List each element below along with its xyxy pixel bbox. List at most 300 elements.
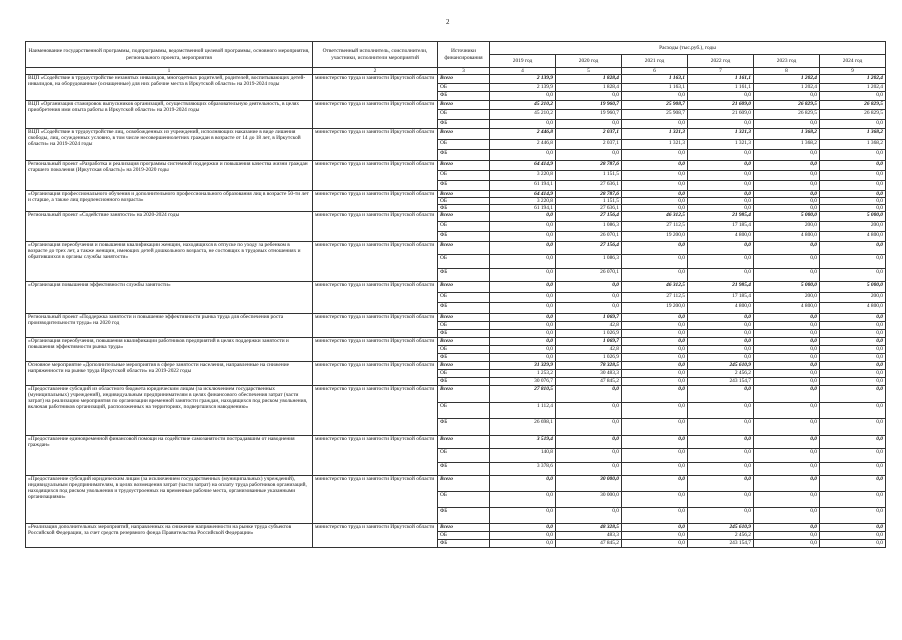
- item-executor: министерство труда и занятости Иркутской области: [313, 190, 438, 211]
- amount-cell: 0,0: [490, 255, 556, 268]
- amount-cell: 0,0: [754, 378, 820, 386]
- table-row: [26, 242, 886, 255]
- amount-cell: 0,0: [688, 492, 754, 508]
- amount-cell: 0,0: [490, 532, 556, 540]
- funding-source: ФБ: [438, 150, 490, 161]
- amount-cell: 200,0: [820, 222, 886, 232]
- amount-cell: 0,0: [820, 268, 886, 281]
- funding-source: Всего: [438, 314, 490, 322]
- amount-cell: 0,0: [688, 508, 754, 524]
- funding-source: ФБ: [438, 268, 490, 281]
- funding-source: ОБ: [438, 139, 490, 150]
- amount-cell: 0,0: [820, 330, 886, 338]
- amount-cell: 1 086,3: [556, 222, 622, 232]
- amount-cell: 245 610,9: [688, 362, 754, 370]
- table-row: [26, 212, 886, 222]
- amount-cell: 0,0: [490, 222, 556, 232]
- amount-cell: 1 828,4: [556, 83, 622, 92]
- amount-cell: 26 829,5: [820, 101, 886, 110]
- amount-cell: 0,0: [754, 170, 820, 180]
- amount-cell: 4 800,0: [820, 232, 886, 242]
- amount-cell: 0,0: [622, 255, 688, 268]
- amount-cell: 27 156,4: [556, 242, 622, 255]
- amount-cell: 0,0: [820, 180, 886, 190]
- amount-cell: 1 368,2: [820, 129, 886, 140]
- amount-cell: 0,0: [754, 180, 820, 190]
- amount-cell: 5 000,0: [820, 212, 886, 222]
- amount-cell: 3 220,8: [490, 170, 556, 180]
- amount-cell: 0,0: [490, 540, 556, 548]
- amount-cell: 0,0: [490, 314, 556, 322]
- amount-cell: 0,0: [754, 205, 820, 212]
- column-number: 5: [556, 68, 622, 75]
- amount-cell: 2 139,9: [490, 75, 556, 84]
- amount-cell: 243 154,7: [688, 378, 754, 386]
- amount-cell: 0,0: [820, 402, 886, 419]
- funding-source: ОБ: [438, 346, 490, 354]
- table-row: [26, 282, 886, 293]
- funding-source: ОБ: [438, 292, 490, 303]
- amount-cell: 0,0: [490, 330, 556, 338]
- funding-source: ФБ: [438, 354, 490, 362]
- amount-cell: 0,0: [556, 303, 622, 314]
- amount-cell: 0,0: [622, 170, 688, 180]
- amount-cell: 19 960,7: [556, 110, 622, 119]
- amount-cell: 0,0: [820, 242, 886, 255]
- amount-cell: 0,0: [688, 346, 754, 354]
- amount-cell: 0,0: [754, 362, 820, 370]
- amount-cell: 0,0: [622, 462, 688, 475]
- amount-cell: 0,0: [556, 419, 622, 436]
- funding-source: ОБ: [438, 222, 490, 232]
- funding-source: ФБ: [438, 330, 490, 338]
- amount-cell: 26 070,1: [556, 232, 622, 242]
- column-number: 1: [26, 68, 313, 75]
- amount-cell: 26 829,5: [754, 110, 820, 119]
- amount-cell: 0,0: [820, 205, 886, 212]
- funding-source: ОБ: [438, 402, 490, 419]
- amount-cell: 0,0: [490, 232, 556, 242]
- column-number: 6: [622, 68, 688, 75]
- amount-cell: 0,0: [688, 242, 754, 255]
- funding-source: ОБ: [438, 492, 490, 508]
- amount-cell: 0,0: [688, 255, 754, 268]
- amount-cell: 0,0: [820, 532, 886, 540]
- amount-cell: 0,0: [754, 322, 820, 330]
- table-row: [26, 129, 886, 140]
- column-number: 9: [820, 68, 886, 75]
- amount-cell: 5 000,0: [820, 282, 886, 293]
- amount-cell: 0,0: [622, 330, 688, 338]
- funding-source: ОБ: [438, 170, 490, 180]
- amount-cell: 64 414,9: [490, 190, 556, 197]
- expenses-table: [25, 41, 886, 548]
- amount-cell: 0,0: [688, 150, 754, 161]
- amount-cell: 61 194,1: [490, 180, 556, 190]
- item-name: «Организация повышения эффективности службы занятости»: [26, 282, 313, 314]
- item-executor: министерство труда и занятости Иркутской области: [313, 242, 438, 282]
- amount-cell: 0,0: [688, 436, 754, 449]
- amount-cell: 0,0: [490, 508, 556, 524]
- amount-cell: 19 200,0: [622, 303, 688, 314]
- funding-source: Всего: [438, 338, 490, 346]
- amount-cell: 200,0: [820, 292, 886, 303]
- amount-cell: 0,0: [820, 419, 886, 436]
- amount-cell: 30 483,3: [556, 370, 622, 378]
- amount-cell: 0,0: [490, 119, 556, 128]
- amount-cell: 0,0: [688, 92, 754, 101]
- amount-cell: 0,0: [622, 492, 688, 508]
- amount-cell: 1 026,9: [556, 330, 622, 338]
- amount-cell: 45 210,2: [490, 110, 556, 119]
- amount-cell: 61 194,1: [490, 205, 556, 212]
- amount-cell: 0,0: [490, 354, 556, 362]
- amount-cell: 0,0: [490, 524, 556, 532]
- funding-source: ФБ: [438, 205, 490, 212]
- table-row: [26, 386, 886, 403]
- amount-cell: 0,0: [688, 462, 754, 475]
- funding-source: ФБ: [438, 508, 490, 524]
- amount-cell: 19 200,0: [622, 232, 688, 242]
- amount-cell: 0,0: [754, 354, 820, 362]
- amount-cell: 0,0: [556, 292, 622, 303]
- amount-cell: 0,0: [820, 150, 886, 161]
- table-row: [26, 101, 886, 110]
- amount-cell: 0,0: [820, 508, 886, 524]
- funding-source: ФБ: [438, 232, 490, 242]
- amount-cell: 0,0: [622, 92, 688, 101]
- amount-cell: 0,0: [820, 314, 886, 322]
- amount-cell: 0,0: [820, 386, 886, 403]
- amount-cell: 0,0: [754, 338, 820, 346]
- amount-cell: 0,0: [820, 119, 886, 128]
- amount-cell: 1 151,5: [556, 198, 622, 205]
- amount-cell: 21 985,4: [688, 282, 754, 293]
- item-name: «Предоставление субсидий юридическим лицам (за исключением государственных (муниципальных) учреждений), индивидуальным предпринимателям, в целях возмещения затрат (части затрат) на оплату труда работников организаций, находящихся под риском увольнения и трудоустроенных на временные рабочие места, организованные указанными организациями»: [26, 476, 313, 524]
- amount-cell: 0,0: [820, 190, 886, 197]
- item-name: «Предоставление единовременной финансовой помощи на содействие самозанятости пострадавшим от наводнения граждан»: [26, 436, 313, 476]
- amount-cell: 45 210,2: [490, 101, 556, 110]
- item-name: «Организация переобучения и повышения квалификации женщин, находящихся в отпуске по уходу за ребенком в возрасте до трех лет, а также женщин, имеющих детей дошкольного возраста, не состоящих в трудовых отношениях и обратившихся в органы службы занятости»: [26, 242, 313, 282]
- table-row: [26, 362, 886, 370]
- amount-cell: 27 810,5: [490, 386, 556, 403]
- header-year: 2022 год: [688, 55, 754, 68]
- amount-cell: 0,0: [490, 292, 556, 303]
- amount-cell: 0,0: [688, 160, 754, 170]
- table-row: [26, 314, 886, 322]
- table-row: [26, 436, 886, 449]
- amount-cell: 0,0: [688, 419, 754, 436]
- amount-cell: 1 069,7: [556, 338, 622, 346]
- amount-cell: 0,0: [490, 282, 556, 293]
- amount-cell: 25 908,7: [622, 101, 688, 110]
- amount-cell: 27 112,5: [622, 292, 688, 303]
- amount-cell: 30 076,7: [490, 378, 556, 386]
- item-name: «Организация профессионального обучения и дополнительного профессионального образования лиц в возрасте 50-ти лет и старше, а также лиц предпенсионного возраста»: [26, 190, 313, 211]
- amount-cell: 4 800,0: [688, 303, 754, 314]
- amount-cell: 0,0: [754, 190, 820, 197]
- amount-cell: 0,0: [490, 476, 556, 492]
- amount-cell: 0,0: [556, 436, 622, 449]
- funding-source: Всего: [438, 282, 490, 293]
- funding-source: Всего: [438, 362, 490, 370]
- amount-cell: 25 908,7: [622, 110, 688, 119]
- amount-cell: 1 202,4: [820, 83, 886, 92]
- funding-source: ФБ: [438, 119, 490, 128]
- item-name: «Предоставление субсидий из областного бюджета юридическим лицам (за исключением государственных (муниципальных) учреждений), индивидуальным предпринимателям в целях финансового обеспечения затрат (части затрат) на реализацию мероприятия по организации временной занятости граждан, находящихся под риском увольнения, включая работников организаций, расположенных на территориях, подвергшихся наводнению»: [26, 386, 313, 436]
- item-executor: министерство труда и занятости Иркутской области: [313, 282, 438, 314]
- amount-cell: 1 026,9: [556, 354, 622, 362]
- item-executor: министерство труда и занятости Иркутской области: [313, 160, 438, 190]
- funding-source: ОБ: [438, 198, 490, 205]
- amount-cell: 0,0: [688, 449, 754, 462]
- funding-source: ФБ: [438, 462, 490, 475]
- amount-cell: 2 456,2: [688, 532, 754, 540]
- amount-cell: 27 636,1: [556, 180, 622, 190]
- amount-cell: 0,0: [820, 540, 886, 548]
- amount-cell: 1 368,2: [754, 129, 820, 140]
- amount-cell: 0,0: [754, 436, 820, 449]
- amount-cell: 28 787,6: [556, 190, 622, 197]
- amount-cell: 0,0: [754, 540, 820, 548]
- amount-cell: 0,0: [820, 524, 886, 532]
- amount-cell: 1 253,2: [490, 370, 556, 378]
- amount-cell: 1 321,3: [688, 139, 754, 150]
- amount-cell: 0,0: [622, 242, 688, 255]
- funding-source: Всего: [438, 129, 490, 140]
- amount-cell: 0,0: [754, 370, 820, 378]
- amount-cell: 0,0: [556, 462, 622, 475]
- amount-cell: 1 202,4: [754, 75, 820, 84]
- amount-cell: 42,8: [556, 322, 622, 330]
- amount-cell: 0,0: [622, 150, 688, 161]
- amount-cell: 0,0: [490, 268, 556, 281]
- item-name: «Организация переобучения, повышения квалификации работников предприятий в целях поддержки занятости и повышения эффективности рынка труда»: [26, 338, 313, 362]
- funding-source: Всего: [438, 212, 490, 222]
- amount-cell: 0,0: [622, 508, 688, 524]
- amount-cell: 3 519,4: [490, 436, 556, 449]
- amount-cell: 0,0: [820, 370, 886, 378]
- item-name: Региональный проект «Разработка и реализация программы системной поддержки и повышения качества жизни граждан старшего поколения (Иркутская область)» на 2019-2020 годы: [26, 160, 313, 190]
- amount-cell: 0,0: [622, 190, 688, 197]
- amount-cell: 0,0: [622, 532, 688, 540]
- amount-cell: 0,0: [622, 436, 688, 449]
- item-executor: министерство труда и занятости Иркутской области: [313, 476, 438, 524]
- amount-cell: 4 800,0: [754, 232, 820, 242]
- amount-cell: 0,0: [754, 492, 820, 508]
- amount-cell: 4 800,0: [820, 303, 886, 314]
- amount-cell: 31 329,9: [490, 362, 556, 370]
- amount-cell: 0,0: [820, 92, 886, 101]
- item-executor: министерство труда и занятости Иркутской области: [313, 338, 438, 362]
- amount-cell: 0,0: [556, 282, 622, 293]
- amount-cell: 0,0: [820, 160, 886, 170]
- amount-cell: 0,0: [490, 338, 556, 346]
- amount-cell: 0,0: [622, 268, 688, 281]
- amount-cell: 2 446,8: [490, 139, 556, 150]
- amount-cell: 0,0: [754, 508, 820, 524]
- amount-cell: 200,0: [754, 222, 820, 232]
- amount-cell: 0,0: [490, 492, 556, 508]
- amount-cell: 0,0: [688, 476, 754, 492]
- amount-cell: 1 163,1: [622, 75, 688, 84]
- amount-cell: 0,0: [688, 190, 754, 197]
- amount-cell: 1 151,5: [556, 170, 622, 180]
- amount-cell: 0,0: [820, 492, 886, 508]
- amount-cell: 140,8: [490, 449, 556, 462]
- amount-cell: 0,0: [820, 338, 886, 346]
- amount-cell: 17 185,4: [688, 292, 754, 303]
- amount-cell: 0,0: [754, 198, 820, 205]
- amount-cell: 21 985,4: [688, 212, 754, 222]
- amount-cell: 0,0: [820, 322, 886, 330]
- amount-cell: 0,0: [820, 170, 886, 180]
- amount-cell: 0,0: [622, 449, 688, 462]
- funding-source: Всего: [438, 524, 490, 532]
- amount-cell: 0,0: [490, 242, 556, 255]
- amount-cell: 0,0: [622, 370, 688, 378]
- table-row: [26, 160, 886, 170]
- amount-cell: 0,0: [754, 150, 820, 161]
- amount-cell: 0,0: [490, 212, 556, 222]
- amount-cell: 21 609,0: [688, 101, 754, 110]
- header-year: 2023 год: [754, 55, 820, 68]
- amount-cell: 0,0: [622, 354, 688, 362]
- item-name: Региональный проект «Поддержка занятости и повышение эффективности рынка труда для обеспечения роста производительности труда» на 2020 год: [26, 314, 313, 338]
- amount-cell: 0,0: [754, 462, 820, 475]
- item-name: Основное мероприятие «Дополнительные мероприятия в сфере занятости населения, направленные на снижение напряженности на рынке труда Иркутской области» на 2019-2022 годы: [26, 362, 313, 386]
- amount-cell: 0,0: [688, 180, 754, 190]
- amount-cell: 1 161,1: [688, 83, 754, 92]
- amount-cell: 19 960,7: [556, 101, 622, 110]
- column-number: 2: [313, 68, 438, 75]
- amount-cell: 0,0: [820, 476, 886, 492]
- amount-cell: 1 368,2: [754, 139, 820, 150]
- amount-cell: 0,0: [688, 338, 754, 346]
- funding-source: Всего: [438, 75, 490, 84]
- table-row: [26, 338, 886, 346]
- amount-cell: 30 000,0: [556, 492, 622, 508]
- amount-cell: 0,0: [688, 314, 754, 322]
- header-name: Наименование государственной программы, подпрограммы, ведомственной целевой программы, основного мероприятия, регионального проекта, мероприятия: [26, 42, 313, 68]
- funding-source: Всего: [438, 242, 490, 255]
- amount-cell: 46 312,5: [622, 282, 688, 293]
- amount-cell: 0,0: [820, 462, 886, 475]
- item-executor: министерство труда и занятости Иркутской области: [313, 314, 438, 338]
- amount-cell: 3 378,6: [490, 462, 556, 475]
- amount-cell: 0,0: [556, 150, 622, 161]
- column-number: 3: [438, 68, 490, 75]
- funding-source: ОБ: [438, 370, 490, 378]
- funding-source: Всего: [438, 101, 490, 110]
- table-row: [26, 524, 886, 532]
- header-year: 2020 год: [556, 55, 622, 68]
- header-expenses: Расходы (тыс.руб.), годы: [490, 42, 886, 55]
- funding-source: ФБ: [438, 180, 490, 190]
- amount-cell: 0,0: [688, 268, 754, 281]
- amount-cell: 46 312,5: [622, 212, 688, 222]
- table-row: [26, 75, 886, 84]
- amount-cell: 0,0: [688, 354, 754, 362]
- header-year: 2019 год: [490, 55, 556, 68]
- amount-cell: 0,0: [556, 402, 622, 419]
- amount-cell: 0,0: [688, 170, 754, 180]
- amount-cell: 30 000,0: [556, 476, 622, 492]
- amount-cell: 0,0: [754, 449, 820, 462]
- amount-cell: 26 829,5: [820, 110, 886, 119]
- amount-cell: 26 070,1: [556, 268, 622, 281]
- amount-cell: 0,0: [754, 386, 820, 403]
- funding-source: Всего: [438, 190, 490, 197]
- funding-source: ФБ: [438, 540, 490, 548]
- item-executor: министерство труда и занятости Иркутской области: [313, 362, 438, 386]
- amount-cell: 0,0: [490, 322, 556, 330]
- amount-cell: 0,0: [490, 150, 556, 161]
- amount-cell: 245 610,9: [688, 524, 754, 532]
- amount-cell: 0,0: [754, 242, 820, 255]
- amount-cell: 243 154,7: [688, 540, 754, 548]
- amount-cell: 0,0: [820, 346, 886, 354]
- amount-cell: 1 368,2: [820, 139, 886, 150]
- amount-cell: 1 161,1: [688, 75, 754, 84]
- amount-cell: 0,0: [490, 346, 556, 354]
- amount-cell: 0,0: [622, 362, 688, 370]
- amount-cell: 0,0: [754, 160, 820, 170]
- amount-cell: 0,0: [556, 119, 622, 128]
- amount-cell: 0,0: [688, 330, 754, 338]
- funding-source: ФБ: [438, 303, 490, 314]
- header-year: 2021 год: [622, 55, 688, 68]
- amount-cell: 2 139,9: [490, 83, 556, 92]
- amount-cell: 0,0: [622, 524, 688, 532]
- amount-cell: 0,0: [622, 419, 688, 436]
- amount-cell: 27 112,5: [622, 222, 688, 232]
- amount-cell: 0,0: [754, 314, 820, 322]
- amount-cell: 0,0: [688, 205, 754, 212]
- amount-cell: 0,0: [820, 449, 886, 462]
- amount-cell: 21 609,0: [688, 110, 754, 119]
- amount-cell: 0,0: [622, 346, 688, 354]
- header-source: Источники финансирования: [438, 42, 490, 68]
- item-executor: министерство труда и занятости Иркутской области: [313, 436, 438, 476]
- amount-cell: 0,0: [754, 476, 820, 492]
- amount-cell: 0,0: [622, 180, 688, 190]
- amount-cell: 17 185,4: [688, 222, 754, 232]
- amount-cell: 0,0: [754, 402, 820, 419]
- amount-cell: 0,0: [556, 508, 622, 524]
- amount-cell: 0,0: [556, 92, 622, 101]
- amount-cell: 0,0: [820, 354, 886, 362]
- amount-cell: 0,0: [622, 205, 688, 212]
- amount-cell: 78 328,5: [556, 362, 622, 370]
- amount-cell: 0,0: [754, 419, 820, 436]
- amount-cell: 1 069,7: [556, 314, 622, 322]
- item-name: ВЦП «Организация стажировок выпускников организаций, осуществляющих образовательную деятельность, в целях приобретения ими опыта работы в Иркутской области» на 2019-2024 годы: [26, 101, 313, 129]
- amount-cell: 1 321,3: [622, 129, 688, 140]
- amount-cell: 1 112,4: [490, 402, 556, 419]
- amount-cell: 1 321,3: [622, 139, 688, 150]
- amount-cell: 0,0: [754, 119, 820, 128]
- amount-cell: 42,8: [556, 346, 622, 354]
- funding-source: ФБ: [438, 419, 490, 436]
- amount-cell: 1 086,3: [556, 255, 622, 268]
- amount-cell: 26 829,5: [754, 101, 820, 110]
- amount-cell: 27 156,4: [556, 212, 622, 222]
- amount-cell: 0,0: [754, 330, 820, 338]
- item-executor: министерство труда и занятости Иркутской области: [313, 75, 438, 101]
- amount-cell: 0,0: [622, 314, 688, 322]
- funding-source: ОБ: [438, 449, 490, 462]
